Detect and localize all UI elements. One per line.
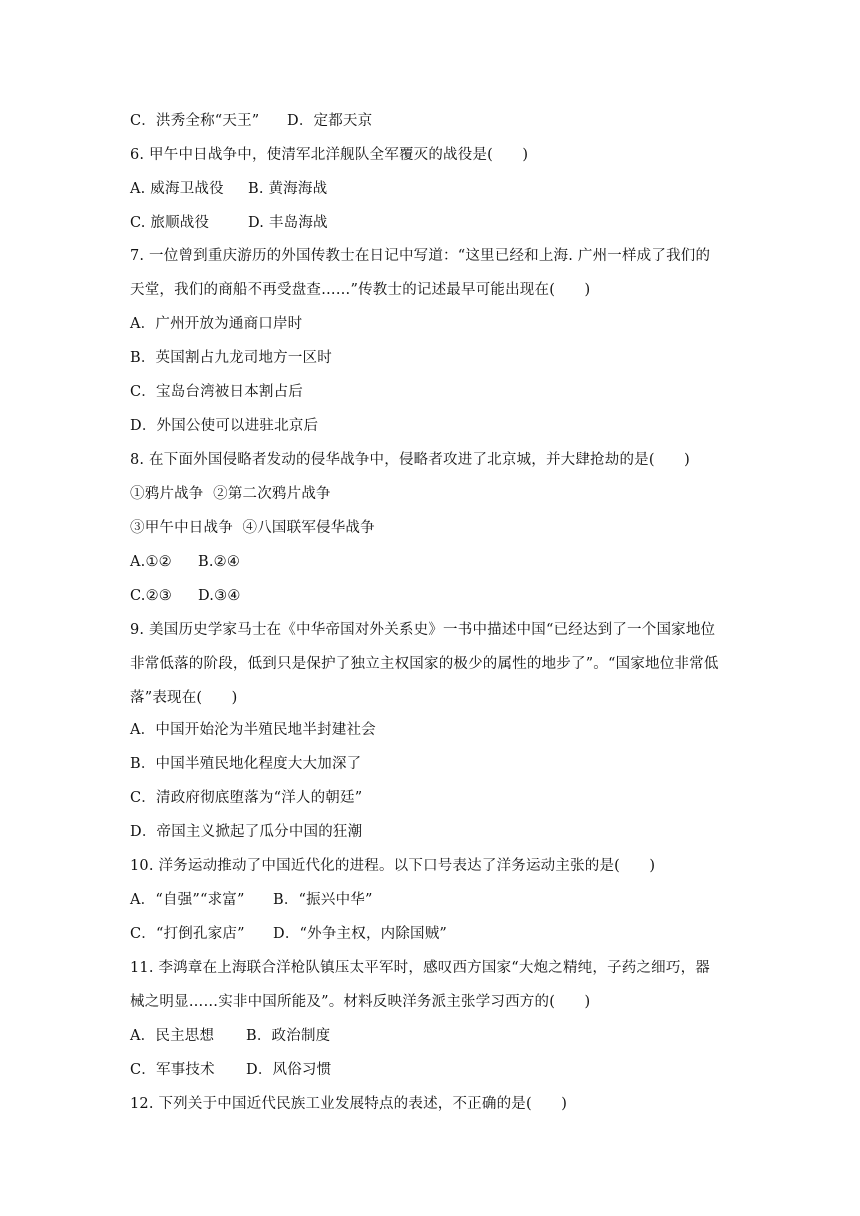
q8-items-row2: ③甲午中日战争 ④八国联军侵华战争 (130, 520, 375, 536)
q7-option-d: D．外国公使可以进驻北京后 (130, 418, 319, 434)
q9-option-a: A．中国开始沦为半殖民地半封建社会 (130, 722, 376, 738)
q11-options-row1: A．民主思想 B．政治制度 (130, 1028, 331, 1044)
question-8: 8. 在下面外国侵略者发动的侵华战争中，侵略者攻进了北京城，并大肆抢劫的是( ) (130, 452, 690, 468)
question-9-line1: 9. 美国历史学家马士在《中华帝国对外关系史》一书中描述中国“已经达到了一个国家地位 (130, 622, 716, 638)
q7-option-b: B．英国割占九龙司地方一区时 (130, 350, 332, 366)
q8-options-row2: C.②③ D.③④ (130, 588, 241, 604)
q10-options-row2: C．“打倒孔家店” D．“外争主权，内除国贼” (130, 926, 448, 942)
q8-items-row1: ①鸦片战争 ②第二次鸦片战争 (130, 486, 331, 502)
question-7-line1: 7. 一位曾到重庆游历的外国传教士在日记中写道：“这里已经和上海. 广州一样成了我们的 (130, 248, 711, 264)
q9-option-d: D．帝国主义掀起了瓜分中国的狂潮 (130, 824, 363, 840)
question-6: 6. 甲午中日战争中，使清军北洋舰队全军覆灭的战役是( ) (130, 147, 529, 163)
q10-options-row1: A．“自强”“求富” B．“振兴中华” (130, 892, 373, 908)
question-12: 12. 下列关于中国近代民族工业发展特点的表述，不正确的是( ) (130, 1096, 568, 1112)
question-9-line2: 非常低落的阶段，低到只是保护了独立主权国家的极少的属性的地步了”。“国家地位非常低 (130, 656, 719, 672)
question-7-line2: 天堂，我们的商船不再受盘查……”传教士的记述最早可能出现在( ) (130, 282, 591, 298)
q8-options-row1: A.①② B.②④ (130, 554, 241, 570)
q7-option-a: A．广州开放为通商口岸时 (130, 316, 303, 332)
option-c-hong-xiuquan: C．洪秀全称“天王” D．定都天京 (130, 113, 373, 129)
q6-options-row2: C. 旅顺战役 D. 丰岛海战 (130, 215, 328, 231)
q9-option-b: B．中国半殖民地化程度大大加深了 (130, 756, 362, 772)
question-11-line2: 械之明显……实非中国所能及”。材料反映洋务派主张学习西方的( ) (130, 994, 591, 1010)
question-10: 10. 洋务运动推动了中国近代化的进程。以下口号表达了洋务运动主张的是( ) (130, 858, 656, 874)
q11-options-row2: C．军事技术 D．风俗习惯 (130, 1062, 332, 1078)
question-11-line1: 11. 李鸿章在上海联合洋枪队镇压太平军时，感叹西方国家“大炮之精纯，子药之细巧，器 (130, 960, 710, 976)
q6-options-row1: A. 威海卫战役 B. 黄海海战 (130, 181, 328, 197)
question-9-line3: 落”表现在( ) (130, 690, 238, 706)
q9-option-c: C．清政府彻底堕落为“洋人的朝廷” (130, 790, 363, 806)
q7-option-c: C．宝岛台湾被日本割占后 (130, 384, 303, 400)
